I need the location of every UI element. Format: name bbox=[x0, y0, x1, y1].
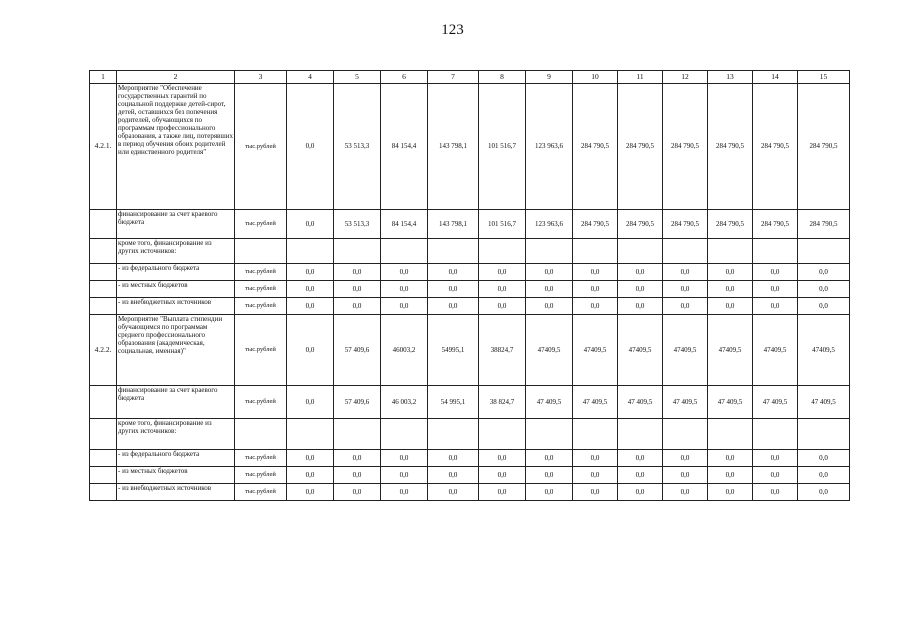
header-row bbox=[90, 71, 850, 84]
row-value-col-10: 0,0 bbox=[573, 264, 618, 281]
row-value-col-14: 0,0 bbox=[753, 450, 798, 467]
column-header-7: 7 bbox=[428, 71, 479, 84]
row-value-col-8: 38824,7 bbox=[479, 315, 526, 386]
row-value-col-13: 47409,5 bbox=[708, 315, 753, 386]
table-row bbox=[90, 84, 850, 210]
row-value-col-8: 38 824,7 bbox=[479, 386, 526, 419]
row-value-col-12: 0,0 bbox=[663, 450, 708, 467]
row-value-col-12: 284 790,5 bbox=[663, 210, 708, 239]
row-value-col-7: 0,0 bbox=[428, 467, 479, 484]
table-row bbox=[90, 386, 850, 419]
row-value-col-4: 0,0 bbox=[287, 484, 334, 501]
row-value-col-8 bbox=[479, 239, 526, 264]
row-value-col-12: 47 409,5 bbox=[663, 386, 708, 419]
row-value-col-7: 143 798,1 bbox=[428, 210, 479, 239]
row-value-col-15 bbox=[798, 239, 850, 264]
row-value-col-6: 0,0 bbox=[381, 281, 428, 298]
row-value-col-4 bbox=[287, 239, 334, 264]
row-code bbox=[90, 239, 117, 264]
row-value-col-4: 0,0 bbox=[287, 386, 334, 419]
row-value-col-7: 0,0 bbox=[428, 264, 479, 281]
table-row bbox=[90, 484, 850, 501]
row-name: кроме того, финансирование из других источников: bbox=[117, 419, 235, 450]
row-unit: тыс.рублей bbox=[235, 450, 287, 467]
row-value-col-14: 47409,5 bbox=[753, 315, 798, 386]
row-value-col-5: 0,0 bbox=[334, 264, 381, 281]
row-value-col-10: 0,0 bbox=[573, 298, 618, 315]
table-row bbox=[90, 239, 850, 264]
row-value-col-10 bbox=[573, 419, 618, 450]
row-value-col-13: 0,0 bbox=[708, 298, 753, 315]
row-value-col-5: 57 409,6 bbox=[334, 386, 381, 419]
column-header-2: 2 bbox=[117, 71, 235, 84]
row-value-col-11: 284 790,5 bbox=[618, 84, 663, 210]
row-value-col-5: 0,0 bbox=[334, 281, 381, 298]
row-value-col-8: 0,0 bbox=[479, 298, 526, 315]
row-code: 4.2.1. bbox=[90, 84, 117, 210]
row-value-col-6: 0,0 bbox=[381, 264, 428, 281]
row-value-col-7: 0,0 bbox=[428, 298, 479, 315]
row-value-col-15: 0,0 bbox=[798, 467, 850, 484]
table-row bbox=[90, 264, 850, 281]
column-header-5: 5 bbox=[334, 71, 381, 84]
column-header-13: 13 bbox=[708, 71, 753, 84]
row-value-col-13: 0,0 bbox=[708, 264, 753, 281]
table-row bbox=[90, 281, 850, 298]
row-unit: тыс.рублей bbox=[235, 298, 287, 315]
row-value-col-7: 54 995,1 bbox=[428, 386, 479, 419]
column-header-6: 6 bbox=[381, 71, 428, 84]
row-value-col-11: 0,0 bbox=[618, 298, 663, 315]
row-value-col-8: 0,0 bbox=[479, 281, 526, 298]
row-value-col-6: 84 154,4 bbox=[381, 210, 428, 239]
table-row bbox=[90, 450, 850, 467]
row-value-col-11 bbox=[618, 239, 663, 264]
row-value-col-15: 0,0 bbox=[798, 450, 850, 467]
row-unit: тыс.рублей bbox=[235, 484, 287, 501]
row-value-col-9: 123 963,6 bbox=[526, 210, 573, 239]
row-value-col-12: 0,0 bbox=[663, 467, 708, 484]
row-code bbox=[90, 419, 117, 450]
row-value-col-7 bbox=[428, 419, 479, 450]
table-row bbox=[90, 298, 850, 315]
row-value-col-9: 47 409,5 bbox=[526, 386, 573, 419]
row-value-col-11: 0,0 bbox=[618, 264, 663, 281]
table-row bbox=[90, 419, 850, 450]
row-code bbox=[90, 386, 117, 419]
row-value-col-14: 284 790,5 bbox=[753, 210, 798, 239]
row-value-col-7: 143 798,1 bbox=[428, 84, 479, 210]
column-header-12: 12 bbox=[663, 71, 708, 84]
row-value-col-5 bbox=[334, 239, 381, 264]
row-unit bbox=[235, 419, 287, 450]
row-value-col-9 bbox=[526, 239, 573, 264]
row-value-col-8: 0,0 bbox=[479, 467, 526, 484]
row-value-col-6: 0,0 bbox=[381, 484, 428, 501]
row-value-col-12: 284 790,5 bbox=[663, 84, 708, 210]
row-unit: тыс.рублей bbox=[235, 264, 287, 281]
row-value-col-7: 0,0 bbox=[428, 484, 479, 501]
row-value-col-14: 0,0 bbox=[753, 467, 798, 484]
row-code bbox=[90, 484, 117, 501]
row-value-col-10: 284 790,5 bbox=[573, 210, 618, 239]
row-name: - из внебюджетных источников bbox=[117, 298, 235, 315]
row-value-col-13: 284 790,5 bbox=[708, 210, 753, 239]
row-value-col-14: 47 409,5 bbox=[753, 386, 798, 419]
row-name: - из федерального бюджета bbox=[117, 450, 235, 467]
row-value-col-5: 0,0 bbox=[334, 298, 381, 315]
row-value-col-15: 284 790,5 bbox=[798, 84, 850, 210]
column-header-8: 8 bbox=[479, 71, 526, 84]
row-value-col-9: 0,0 bbox=[526, 281, 573, 298]
row-value-col-7: 54995,1 bbox=[428, 315, 479, 386]
row-value-col-11 bbox=[618, 419, 663, 450]
row-name: - из местных бюджетов bbox=[117, 467, 235, 484]
row-value-col-11: 0,0 bbox=[618, 467, 663, 484]
column-header-9: 9 bbox=[526, 71, 573, 84]
row-value-col-9: 0,0 bbox=[526, 264, 573, 281]
row-code bbox=[90, 281, 117, 298]
row-value-col-15: 0,0 bbox=[798, 281, 850, 298]
row-value-col-13: 0,0 bbox=[708, 467, 753, 484]
row-value-col-4: 0,0 bbox=[287, 450, 334, 467]
row-value-col-4: 0,0 bbox=[287, 281, 334, 298]
row-value-col-14 bbox=[753, 419, 798, 450]
row-value-col-15: 47409,5 bbox=[798, 315, 850, 386]
row-value-col-13: 0,0 bbox=[708, 450, 753, 467]
row-value-col-7 bbox=[428, 239, 479, 264]
row-value-col-6: 46003,2 bbox=[381, 315, 428, 386]
row-value-col-12: 0,0 bbox=[663, 281, 708, 298]
row-value-col-4: 0,0 bbox=[287, 84, 334, 210]
row-value-col-4 bbox=[287, 419, 334, 450]
row-value-col-14: 0,0 bbox=[753, 264, 798, 281]
row-value-col-12: 0,0 bbox=[663, 298, 708, 315]
row-value-col-13 bbox=[708, 239, 753, 264]
row-value-col-4: 0,0 bbox=[287, 210, 334, 239]
row-name: финансирование за счет краевого бюджета bbox=[117, 210, 235, 239]
row-name: - из местных бюджетов bbox=[117, 281, 235, 298]
row-value-col-4: 0,0 bbox=[287, 467, 334, 484]
row-value-col-13: 47 409,5 bbox=[708, 386, 753, 419]
table-row bbox=[90, 467, 850, 484]
row-value-col-9: 123 963,6 bbox=[526, 84, 573, 210]
row-value-col-11: 47409,5 bbox=[618, 315, 663, 386]
table-row bbox=[90, 315, 850, 386]
row-name: - из федерального бюджета bbox=[117, 264, 235, 281]
column-header-15: 15 bbox=[798, 71, 850, 84]
column-header-10: 10 bbox=[573, 71, 618, 84]
row-value-col-10: 284 790,5 bbox=[573, 84, 618, 210]
row-value-col-6: 46 003,2 bbox=[381, 386, 428, 419]
row-value-col-15 bbox=[798, 419, 850, 450]
row-value-col-6: 0,0 bbox=[381, 467, 428, 484]
row-value-col-10: 0,0 bbox=[573, 484, 618, 501]
row-name: кроме того, финансирование из других источников: bbox=[117, 239, 235, 264]
row-value-col-14 bbox=[753, 239, 798, 264]
row-value-col-14: 0,0 bbox=[753, 281, 798, 298]
row-value-col-9 bbox=[526, 419, 573, 450]
row-value-col-13 bbox=[708, 419, 753, 450]
row-name: финансирование за счет краевого бюджета bbox=[117, 386, 235, 419]
row-value-col-5 bbox=[334, 419, 381, 450]
row-value-col-5: 0,0 bbox=[334, 467, 381, 484]
row-name: - из внебюджетных источников bbox=[117, 484, 235, 501]
row-value-col-11: 47 409,5 bbox=[618, 386, 663, 419]
row-code bbox=[90, 298, 117, 315]
budget-table bbox=[89, 70, 850, 501]
row-unit: тыс.рублей bbox=[235, 315, 287, 386]
row-value-col-8: 0,0 bbox=[479, 484, 526, 501]
row-value-col-11: 284 790,5 bbox=[618, 210, 663, 239]
row-value-col-5: 0,0 bbox=[334, 450, 381, 467]
row-value-col-11: 0,0 bbox=[618, 450, 663, 467]
row-value-col-10: 47 409,5 bbox=[573, 386, 618, 419]
row-value-col-6: 84 154,4 bbox=[381, 84, 428, 210]
row-unit: тыс.рублей bbox=[235, 467, 287, 484]
row-value-col-13: 0,0 bbox=[708, 281, 753, 298]
row-value-col-7: 0,0 bbox=[428, 450, 479, 467]
row-value-col-12: 47409,5 bbox=[663, 315, 708, 386]
row-value-col-11: 0,0 bbox=[618, 484, 663, 501]
column-header-11: 11 bbox=[618, 71, 663, 84]
row-value-col-11: 0,0 bbox=[618, 281, 663, 298]
column-header-4: 4 bbox=[287, 71, 334, 84]
row-value-col-9: 0,0 bbox=[526, 484, 573, 501]
row-value-col-12 bbox=[663, 239, 708, 264]
row-value-col-12: 0,0 bbox=[663, 484, 708, 501]
row-value-col-8: 101 516,7 bbox=[479, 210, 526, 239]
row-value-col-6 bbox=[381, 239, 428, 264]
row-value-col-4: 0,0 bbox=[287, 315, 334, 386]
row-value-col-15: 0,0 bbox=[798, 484, 850, 501]
row-value-col-10: 47409,5 bbox=[573, 315, 618, 386]
row-value-col-9: 47409,5 bbox=[526, 315, 573, 386]
row-value-col-9: 0,0 bbox=[526, 298, 573, 315]
row-value-col-10: 0,0 bbox=[573, 281, 618, 298]
row-value-col-13: 0,0 bbox=[708, 484, 753, 501]
row-value-col-5: 57 409,6 bbox=[334, 315, 381, 386]
row-value-col-6: 0,0 bbox=[381, 450, 428, 467]
row-unit: тыс.рублей bbox=[235, 281, 287, 298]
page-number: 123 bbox=[441, 22, 464, 38]
row-unit bbox=[235, 239, 287, 264]
row-value-col-14: 284 790,5 bbox=[753, 84, 798, 210]
row-value-col-10 bbox=[573, 239, 618, 264]
row-value-col-8: 0,0 bbox=[479, 264, 526, 281]
column-header-3: 3 bbox=[235, 71, 287, 84]
row-value-col-8: 0,0 bbox=[479, 450, 526, 467]
row-value-col-4: 0,0 bbox=[287, 298, 334, 315]
row-value-col-8 bbox=[479, 419, 526, 450]
row-value-col-5: 53 513,3 bbox=[334, 84, 381, 210]
row-unit: тыс.рублей bbox=[235, 210, 287, 239]
row-value-col-12: 0,0 bbox=[663, 264, 708, 281]
row-value-col-15: 284 790,5 bbox=[798, 210, 850, 239]
table-row bbox=[90, 210, 850, 239]
row-value-col-15: 47 409,5 bbox=[798, 386, 850, 419]
row-value-col-15: 0,0 bbox=[798, 264, 850, 281]
row-value-col-12 bbox=[663, 419, 708, 450]
row-value-col-10: 0,0 bbox=[573, 467, 618, 484]
row-value-col-7: 0,0 bbox=[428, 281, 479, 298]
row-value-col-5: 53 513,3 bbox=[334, 210, 381, 239]
row-code bbox=[90, 264, 117, 281]
row-unit: тыс.рублей bbox=[235, 386, 287, 419]
row-value-col-9: 0,0 bbox=[526, 467, 573, 484]
row-unit: тыс.рублей bbox=[235, 84, 287, 210]
row-value-col-4: 0,0 bbox=[287, 264, 334, 281]
row-value-col-5: 0,0 bbox=[334, 484, 381, 501]
row-code bbox=[90, 467, 117, 484]
row-value-col-6 bbox=[381, 419, 428, 450]
row-code bbox=[90, 450, 117, 467]
column-header-14: 14 bbox=[753, 71, 798, 84]
row-code: 4.2.2. bbox=[90, 315, 117, 386]
row-value-col-8: 101 516,7 bbox=[479, 84, 526, 210]
row-name: Мероприятие "Выплата стипендии обучающимся по программам среднего профессионального образования (академическая, социальная, именная)" bbox=[117, 315, 235, 386]
row-value-col-6: 0,0 bbox=[381, 298, 428, 315]
row-code bbox=[90, 210, 117, 239]
row-value-col-9: 0,0 bbox=[526, 450, 573, 467]
row-value-col-10: 0,0 bbox=[573, 450, 618, 467]
column-header-1: 1 bbox=[90, 71, 117, 84]
row-name: Мероприятие "Обеспечение государственных гарантий по социальной поддержке детей-сирот, детей, оставшихся без попечения родителей, обучающихся по программам профессионального образования, а также лиц, потерявших в период обучения обоих родителей или единственного родителя" bbox=[117, 84, 235, 210]
row-value-col-14: 0,0 bbox=[753, 484, 798, 501]
row-value-col-13: 284 790,5 bbox=[708, 84, 753, 210]
row-value-col-14: 0,0 bbox=[753, 298, 798, 315]
row-value-col-15: 0,0 bbox=[798, 298, 850, 315]
